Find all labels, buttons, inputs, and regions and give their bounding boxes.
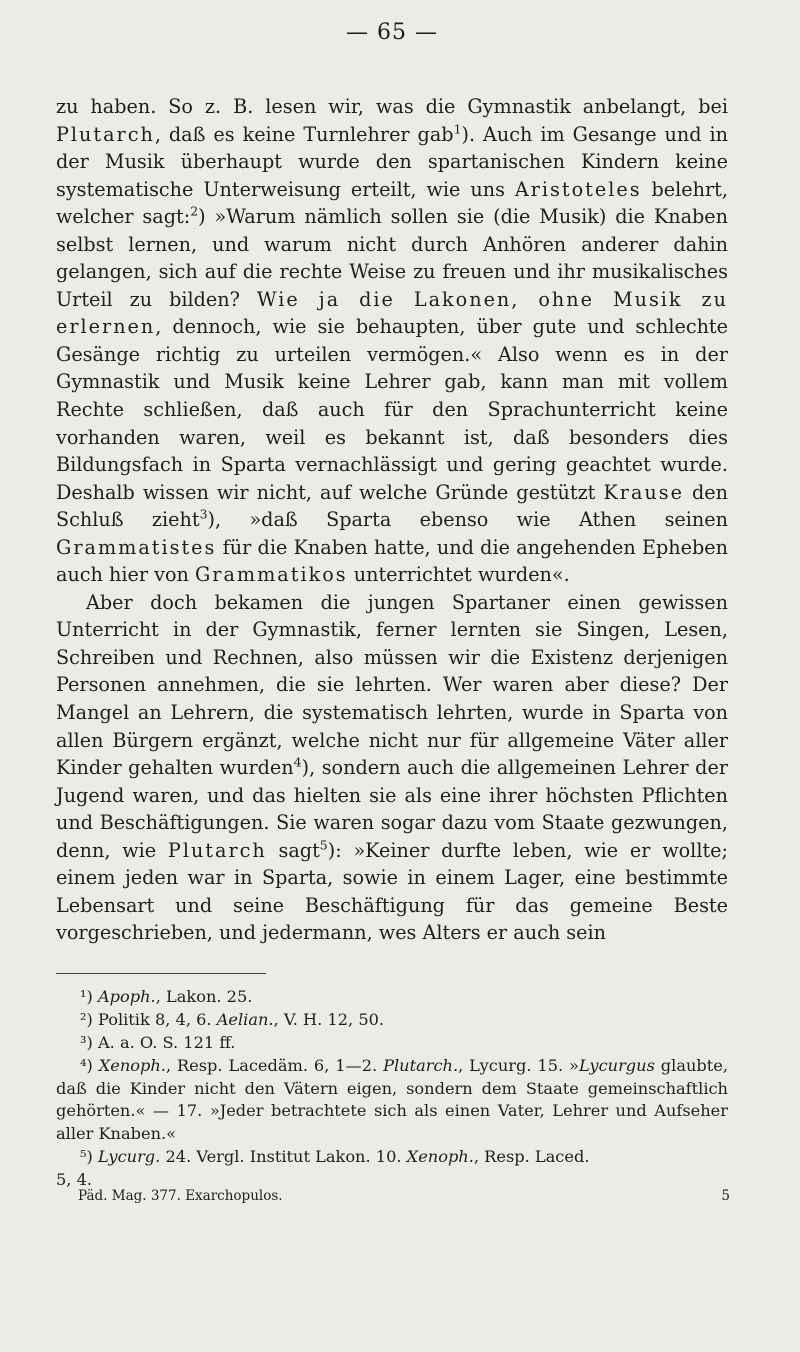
text-run: Apoph.: [97, 986, 156, 1006]
text-run: , V. H. 12, 50.: [273, 1009, 385, 1029]
text-run: den Schluß zieht: [56, 480, 728, 532]
text-run: Aber doch bekamen die jungen Spartaner einen gewissen Unterricht in der Gymnastik, ferner lernten sie Singen, Lesen, Schreiben und Rechnen, also müssen wir die Existenz derjenigen Personen annehmen, die sie lehrten. Wer waren aber diese? Der Mangel an Lehrern, die systematisch lehrten, wurde in Sparta von allen Bürgern ergänzt, welche nicht nur für allgemeine Väter aller Kinder gehalten wurden: [56, 590, 728, 780]
text-run: Xenoph.: [98, 1055, 166, 1075]
footnote-ref-5: 5: [319, 837, 328, 853]
footnote-divider: [56, 973, 266, 974]
footnote-4: [56, 1055, 728, 1147]
footnote-5-continuation: 5, 4.: [56, 1170, 93, 1190]
text-run: ), »daß Sparta ebenso wie Athen seinen: [207, 508, 728, 532]
page-number-header: — 65 —: [346, 20, 438, 45]
footnote-5: [56, 1146, 728, 1169]
text-run: A. a. O. S. 121 ff.: [97, 1032, 236, 1052]
footnote-ref-3: 3: [199, 506, 208, 522]
footnote-ref-4: 4: [293, 754, 302, 770]
main-text: [56, 93, 728, 947]
text-run: für die Knaben hatte, und die angehenden Epheben auch hier von: [56, 535, 728, 587]
footnote-ref-2: 2: [190, 203, 199, 219]
term-grammatistes: Grammatistes: [56, 535, 217, 559]
text-run: belehrt, welcher sagt:: [56, 177, 728, 229]
signature-left: Päd. Mag. 377. Exarchopulos.: [78, 1188, 283, 1204]
text-run: , Lycurg. 15. »: [458, 1055, 579, 1075]
text-run: , dennoch, wie sie behaupten, über gute und schlechte Gesänge richtig zu urteilen vermögen.« Also wenn es in der Gymnastik und Musik keine Lehrer gab, kann man mit vollem Rechte schließen, daß auch für den Sprachunterricht keine vorhanden waren, weil es bekannt ist, daß besonders dies Bildungsfach in Sparta vernachlässigt und gering geachtet wurde. Deshalb wissen wir nicht, auf welche Gründe gestützt: [56, 315, 728, 504]
footnote-mark: ²): [80, 1009, 93, 1029]
text-run: glaubte, daß die Kinder nicht den Vätern eigen, sondern dem Staate gemeinschaftlich gehörten.« — 17. »Jeder betrachtete sich als einen Vater, Lehrer und Aufseher aller Knaben.«: [56, 1055, 729, 1144]
emphasis-lakonen: Wie ja die Lakonen, ohne Musik zu erlernen: [56, 287, 728, 339]
text-run: ): »Keiner durfte leben, wie er wollte; einem jeden war in Sparta, sowie in einem Lager, eine bestimmte Lebensart und seine Beschäftigung für das gemeine Beste vorgeschrieben, und jedermann, wes Alters er auch sein: [56, 838, 728, 945]
text-run: unterrichtet wurden«.: [347, 563, 570, 587]
text-run: sagt: [266, 838, 320, 862]
text-run: , Resp. Lacedäm. 6, 1—2.: [165, 1055, 384, 1075]
text-run: Politik 8, 4, 6.: [97, 1009, 217, 1029]
footnote-2: [56, 1009, 728, 1032]
signature-number: 5: [721, 1188, 730, 1204]
paragraph-1: [56, 93, 728, 589]
text-run: , Lakon. 25.: [155, 986, 253, 1006]
footnote-1: [56, 986, 728, 1009]
footnote-mark: ¹): [80, 986, 93, 1006]
text-run: ) »Warum nämlich sollen sie (die Musik) die Knaben selbst lernen, und warum nicht durch Anhören anderer dahin gelangen, sich auf die rechte Weise zu freuen und ihr musikalisches Urteil zu bilden?: [56, 205, 729, 311]
paragraph-2: [56, 589, 728, 947]
text-run: Lycurgus: [578, 1055, 655, 1075]
text-run: , daß es keine Turnlehrer gab: [154, 122, 454, 146]
text-run: 24. Vergl. Institut Lakon. 10.: [160, 1147, 407, 1167]
text-run: Xenoph.: [406, 1147, 474, 1167]
name-plutarch-2: Plutarch: [167, 838, 267, 862]
footnote-3: [56, 1032, 728, 1055]
footnote-mark: ³): [80, 1032, 93, 1052]
text-run: Lycurg.: [97, 1147, 161, 1167]
name-krause: Krause: [603, 480, 684, 504]
name-aristoteles: Aristoteles: [514, 177, 642, 201]
signature-line: [78, 1188, 730, 1204]
text-run: Aelian.: [216, 1009, 274, 1029]
footnote-mark: ⁵): [80, 1147, 93, 1167]
footnote-ref-1: 1: [453, 121, 462, 137]
footnote-mark: ⁴): [80, 1055, 93, 1075]
footnotes: [56, 986, 728, 1192]
term-grammatikos: Grammatikos: [194, 563, 348, 587]
page: [56, 20, 728, 1192]
text-run: ), sondern auch die allgemeinen Lehrer der Jugend waren, und das hielten sie als eine ihrer höchsten Pflichten und Beschäftigungen. Sie waren sogar dazu vom Staate gezwungen, denn, wie: [56, 756, 728, 862]
name-plutarch: Plutarch: [56, 122, 155, 146]
text-run: , Resp. Laced.: [473, 1147, 590, 1167]
text-run: zu haben. So z. B. lesen wir, was die Gymnastik anbelangt, bei: [56, 95, 728, 118]
text-run: Plutarch.: [383, 1055, 459, 1075]
text-run: ). Auch im Gesange und in der Musik überhaupt wurde den spartanischen Kindern keine systematische Unterweisung erteilt, wie uns: [56, 122, 728, 201]
